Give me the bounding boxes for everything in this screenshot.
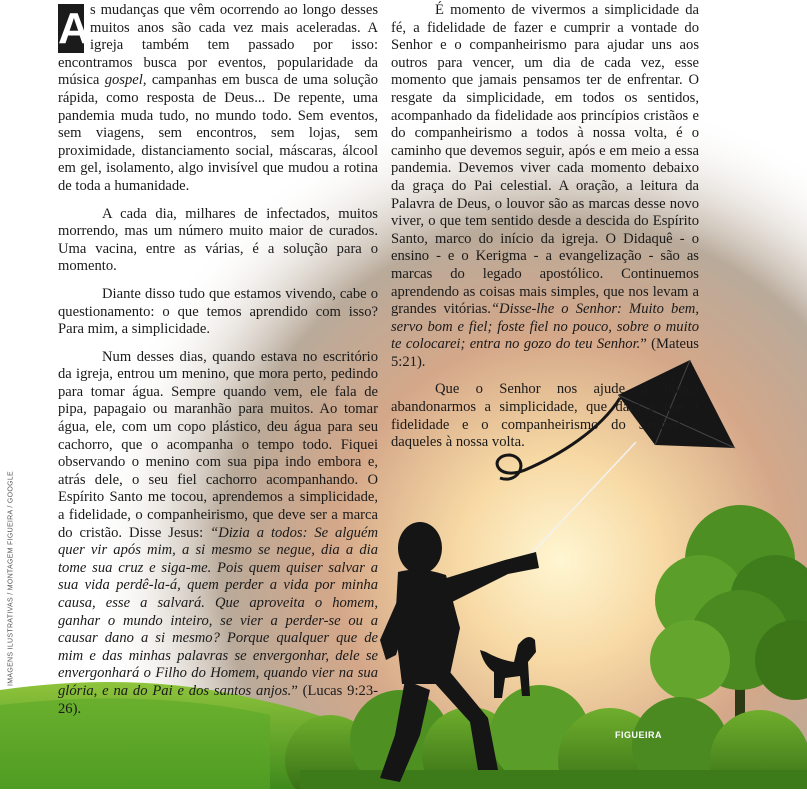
bible-quote: “Dizia a todos: Se alguém quer vir após mim, a si mesmo se negue, dia a dia tome sua cruz e siga-me. Pois quem quiser salvar a sua vida perdê-la-á, quem perder a vida por minha causa, esse a salvará. Que aproveita o homem, ganhar o mundo inteiro, se vier a perder-se ou a causar dano a si mesmo? Porque qualquer que de mim e das minhas palavras se envergonhar, dele se envergonhará o Filho do Homem, quando vier na sua glória, e na do Pai e dos santos anjos. <box>58 524 378 699</box>
text-span: s mudanças que vêm ocorrendo ao longo desses muitos anos são cada vez mais aceleradas. A igreja também tem passado por isso: encontramos busca por eventos, popularidade da música <box>58 2 378 89</box>
text-span: É momento de vivermos a simplicidade da fé, a fidelidade de fazer e cumprir a vontade do Senhor e o companheirismo para ajudar uns aos outros para vencer, um dia de cada vez, esse momento que jamais pensamos ter de enfrentar. O resgate da simplicidade, em todos os sentidos, acompanhado da fidelidade aos princípios cristãos e do companheirismo a todos à nossa volta, é o caminho que devemos seguir, após e em meio a essa pandemia. Devemos viver cada momento debaixo da graça do Pai celestial. A oração, a leitura da Palavra de Deus, o louvor são as marcas desse novo viver, o que tem sentido desde a descida do Espírito Santo, marco do início da igreja. O Didaquê - o ensino - e o Kerigma - a evangelização - são as marcas do legado apostólico. Continuemos aprendendo as coisas mais simples, que nos levam a grandes vitórias. <box>391 2 699 318</box>
text-span: , campanhas em busca de uma solução rápida, como resposta de Deus... De repente, uma pandemia muda tudo, no mundo todo. Sem eventos, sem viagens, sem encontros, sem lojas, sem proximidade, distanciamento social, máscaras, álcool em gel, isolamento, algo invisível que mudou a rotina de toda a humanidade. <box>58 72 378 194</box>
text-span: Num desses dias, quando estava no escritório da igreja, entrou um menino, que mora perto, pedindo para tomar água. Sempre quando vem, ele fala de pipa, papagaio ou maranhão para muitos. Ao tomar água, ele, com um copo plástico, deu água para seu cachorro, que o acompanha o tempo todo. Fiquei observando o menino com sua pipa indo embora e, atrás dele, o seu fiel cachorro acompanhando. O Espírito Santo me tocou, aprendemos a simplicidade, a fidelidade, o companheirismo, que deve ser a marca do cristão. Disse Jesus: <box>58 348 378 541</box>
bible-reference: ” (Mateus 5:21). <box>391 336 699 370</box>
drop-cap: A <box>58 4 90 53</box>
paragraph <box>58 2 378 196</box>
paragraph <box>391 2 699 371</box>
artist-signature: FIGUEIRA <box>615 730 663 740</box>
bible-quote: “Disse-lhe o Senhor: Muito bem, servo bom e fiel; foste fiel no pouco, sobre o muito te colocarei; entra no gozo do teu Senhor. <box>391 301 699 353</box>
paragraph <box>58 349 378 718</box>
paragraph: Que o Senhor nos ajude a nunca abandonarmos a simplicidade, que dará a nós a fidelidade e o companheirismo do Senhor e daqueles à nossa volta. <box>391 381 699 451</box>
article-column-left <box>58 2 378 718</box>
emphasis-gospel: gospel <box>104 72 143 89</box>
paragraph: Diante disso tudo que estamos vivendo, cabe o questionamento: o que temos aprendido com isso? Para mim, a simplicidade. <box>58 285 378 338</box>
article-column-right <box>391 2 699 452</box>
paragraph: A cada dia, milhares de infectados, muitos morrendo, mas um número muito maior de curados. Uma vacina, entre as várias, é a solução para o momento. <box>58 205 378 275</box>
image-credit: IMAGENS ILUSTRATIVAS / MONTAGEM FIGUEIRA / GOOGLE <box>7 471 15 687</box>
bible-reference: ” (Lucas 9:23-26). <box>58 682 378 717</box>
